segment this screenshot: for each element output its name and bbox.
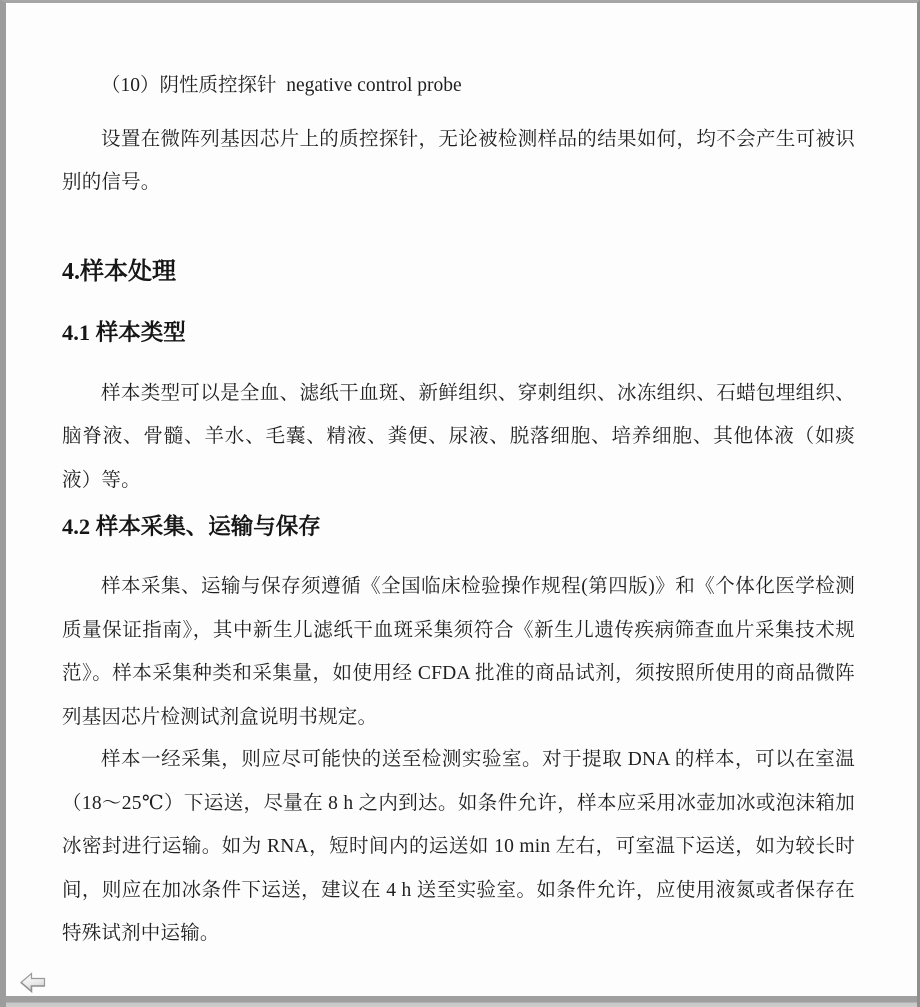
section42-paragraph-2: 样本一经采集，则应尽可能快的送至检测实验室。对于提取 DNA 的样本，可以在室温（18～25℃）下运送，尽量在 8 h 之内到达。如条件允许，样本应采用冰壶加冰或泡沫箱加冰密封进行运输。如为 RNA，短时间内的运送如 10 min 左右，可室温下运送，如为较长时间，则应在加冰条件下运送，建议在 4 h 送至实验室。如条件允许，应使用液氮或者保存在特殊试剂中运输。 bbox=[62, 749, 855, 944]
section42-paragraph-1: 样本采集、运输与保存须遵循《全国临床检验操作规程(第四版)》和《个体化医学检测质量保证指南》，其中新生儿滤纸干血斑采集须符合《新生儿遗传疾病筛查血片采集技术规范》。样本采集种类和采集量，如使用经 CFDA 批准的商品试剂，须按照所使用的商品微阵列基因芯片检测试剂盒说明书规定。 bbox=[62, 576, 855, 728]
section41-paragraph: 样本类型可以是全血、滤纸干血斑、新鲜组织、穿刺组织、冰冻组织、石蜡包埋组织、脑脊液、骨髓、羊水、毛囊、精液、粪便、尿液、脱落细胞、培养细胞、其他体液（如痰液）等。 bbox=[62, 382, 855, 491]
page-content bbox=[6, 64, 917, 956]
item10-heading: （10）阴性质控探针 negative control probe bbox=[101, 75, 462, 96]
section4-heading: 4.样本处理 bbox=[62, 258, 176, 285]
back-arrow-icon bbox=[18, 969, 48, 995]
section41-heading: 4.1 样本类型 bbox=[62, 319, 186, 345]
item10-paragraph: 设置在微阵列基因芯片上的质控探针，无论被检测样品的结果如何，均不会产生可被识别的信号。 bbox=[62, 128, 855, 193]
page-bottom-shadow bbox=[0, 996, 920, 1007]
section42-heading: 4.2 样本采集、运输与保存 bbox=[62, 514, 321, 539]
